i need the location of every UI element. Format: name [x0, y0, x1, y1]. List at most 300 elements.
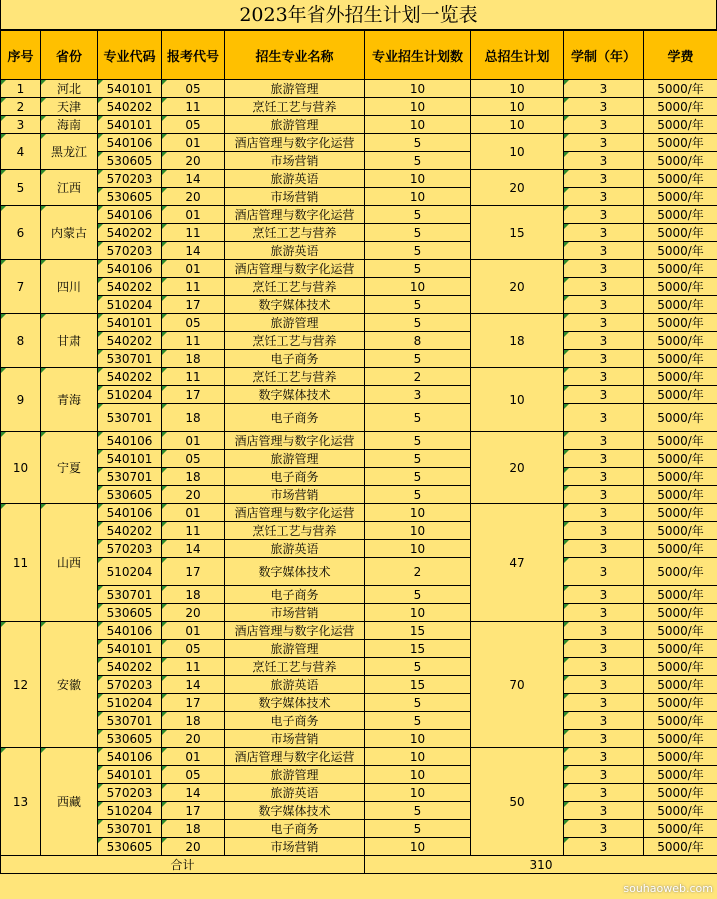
fee-cell: 5000/年	[644, 278, 717, 296]
years-cell: 3	[564, 188, 644, 206]
major-code-cell: 540101	[98, 450, 162, 468]
total-plan-cell: 70	[471, 622, 564, 748]
major-plan-cell: 5	[365, 802, 471, 820]
major-plan-cell: 10	[365, 188, 471, 206]
watermark: souhaoweb.com	[623, 882, 713, 895]
major-name-cell: 烹饪工艺与营养	[225, 658, 365, 676]
major-code-cell: 570203	[98, 242, 162, 260]
major-plan-cell: 10	[365, 604, 471, 622]
fee-cell: 5000/年	[644, 820, 717, 838]
years-cell: 3	[564, 820, 644, 838]
years-cell: 3	[564, 540, 644, 558]
row-number: 4	[1, 134, 41, 170]
fee-cell: 5000/年	[644, 784, 717, 802]
major-plan-cell: 3	[365, 386, 471, 404]
major-plan-cell: 10	[365, 80, 471, 98]
apply-code-cell: 14	[162, 170, 225, 188]
major-name-cell: 酒店管理与数字化运营	[225, 206, 365, 224]
major-plan-cell: 10	[365, 540, 471, 558]
apply-code-cell: 01	[162, 206, 225, 224]
total-label: 合计	[1, 856, 365, 874]
apply-code-cell: 05	[162, 80, 225, 98]
major-code-cell: 540202	[98, 522, 162, 540]
fee-cell: 5000/年	[644, 134, 717, 152]
fee-cell: 5000/年	[644, 486, 717, 504]
apply-code-cell: 18	[162, 350, 225, 368]
major-plan-cell: 2	[365, 368, 471, 386]
major-code-cell: 530701	[98, 404, 162, 432]
table-row	[1, 432, 717, 450]
row-number: 7	[1, 260, 41, 314]
major-name-cell: 电子商务	[225, 350, 365, 368]
major-plan-cell: 5	[365, 486, 471, 504]
major-plan-cell: 5	[365, 152, 471, 170]
total-value: 310	[365, 856, 717, 874]
header-row	[1, 31, 717, 80]
total-plan-cell: 20	[471, 170, 564, 206]
province-cell: 安徽	[41, 622, 98, 748]
table-row	[1, 386, 717, 404]
fee-cell: 5000/年	[644, 332, 717, 350]
major-plan-cell: 5	[365, 206, 471, 224]
enrollment-table	[0, 30, 717, 874]
major-code-cell: 540106	[98, 504, 162, 522]
major-plan-cell: 5	[365, 658, 471, 676]
fee-cell: 5000/年	[644, 450, 717, 468]
years-cell: 3	[564, 296, 644, 314]
major-plan-cell: 5	[365, 586, 471, 604]
apply-code-cell: 11	[162, 224, 225, 242]
table-row	[1, 152, 717, 170]
major-plan-cell: 10	[365, 98, 471, 116]
major-name-cell: 旅游管理	[225, 80, 365, 98]
province-cell: 内蒙古	[41, 206, 98, 260]
major-name-cell: 酒店管理与数字化运营	[225, 134, 365, 152]
table-row	[1, 604, 717, 622]
fee-cell: 5000/年	[644, 116, 717, 134]
province-cell: 青海	[41, 368, 98, 432]
major-plan-cell: 5	[365, 694, 471, 712]
years-cell: 3	[564, 766, 644, 784]
fee-cell: 5000/年	[644, 296, 717, 314]
major-plan-cell: 5	[365, 450, 471, 468]
row-number: 13	[1, 748, 41, 856]
years-cell: 3	[564, 368, 644, 386]
apply-code-cell: 18	[162, 820, 225, 838]
major-name-cell: 旅游英语	[225, 242, 365, 260]
fee-cell: 5000/年	[644, 368, 717, 386]
major-plan-cell: 10	[365, 170, 471, 188]
major-plan-cell: 5	[365, 404, 471, 432]
major-code-cell: 540106	[98, 622, 162, 640]
row-number: 6	[1, 206, 41, 260]
major-name-cell: 数字媒体技术	[225, 802, 365, 820]
major-code-cell: 540101	[98, 116, 162, 134]
table-row	[1, 784, 717, 802]
apply-code-cell: 14	[162, 784, 225, 802]
fee-cell: 5000/年	[644, 80, 717, 98]
fee-cell: 5000/年	[644, 522, 717, 540]
table-row	[1, 730, 717, 748]
table-row	[1, 658, 717, 676]
apply-code-cell: 11	[162, 368, 225, 386]
years-cell: 3	[564, 98, 644, 116]
major-code-cell: 530701	[98, 820, 162, 838]
table-row	[1, 170, 717, 188]
major-code-cell: 530701	[98, 586, 162, 604]
years-cell: 3	[564, 404, 644, 432]
apply-code-cell: 20	[162, 486, 225, 504]
major-code-cell: 530701	[98, 712, 162, 730]
years-cell: 3	[564, 278, 644, 296]
table-row	[1, 522, 717, 540]
apply-code-cell: 01	[162, 432, 225, 450]
major-plan-cell: 15	[365, 622, 471, 640]
major-name-cell: 旅游英语	[225, 170, 365, 188]
years-cell: 3	[564, 432, 644, 450]
table-row	[1, 586, 717, 604]
major-name-cell: 数字媒体技术	[225, 296, 365, 314]
province-cell: 宁夏	[41, 432, 98, 504]
major-code-cell: 540101	[98, 766, 162, 784]
fee-cell: 5000/年	[644, 98, 717, 116]
major-name-cell: 烹饪工艺与营养	[225, 368, 365, 386]
table-row	[1, 676, 717, 694]
major-name-cell: 市场营销	[225, 838, 365, 856]
table-row	[1, 224, 717, 242]
row-number: 8	[1, 314, 41, 368]
major-plan-cell: 2	[365, 558, 471, 586]
years-cell: 3	[564, 224, 644, 242]
major-name-cell: 旅游管理	[225, 766, 365, 784]
province-cell: 海南	[41, 116, 98, 134]
major-name-cell: 旅游英语	[225, 540, 365, 558]
apply-code-cell: 14	[162, 540, 225, 558]
major-code-cell: 540202	[98, 224, 162, 242]
apply-code-cell: 18	[162, 712, 225, 730]
major-name-cell: 烹饪工艺与营养	[225, 98, 365, 116]
major-code-cell: 530701	[98, 468, 162, 486]
total-plan-cell: 10	[471, 116, 564, 134]
major-name-cell: 数字媒体技术	[225, 558, 365, 586]
apply-code-cell: 05	[162, 640, 225, 658]
table-row	[1, 134, 717, 152]
table-row	[1, 242, 717, 260]
major-name-cell: 市场营销	[225, 486, 365, 504]
apply-code-cell: 11	[162, 98, 225, 116]
header-province: 省份	[41, 31, 98, 80]
major-name-cell: 电子商务	[225, 586, 365, 604]
major-name-cell: 旅游管理	[225, 314, 365, 332]
table-row	[1, 712, 717, 730]
table-row	[1, 820, 717, 838]
major-plan-cell: 5	[365, 224, 471, 242]
fee-cell: 5000/年	[644, 404, 717, 432]
years-cell: 3	[564, 622, 644, 640]
major-plan-cell: 5	[365, 820, 471, 838]
major-name-cell: 烹饪工艺与营养	[225, 522, 365, 540]
fee-cell: 5000/年	[644, 658, 717, 676]
fee-cell: 5000/年	[644, 540, 717, 558]
province-cell: 山西	[41, 504, 98, 622]
years-cell: 3	[564, 784, 644, 802]
major-code-cell: 540106	[98, 432, 162, 450]
fee-cell: 5000/年	[644, 558, 717, 586]
total-plan-cell: 50	[471, 748, 564, 856]
header-total-plan: 总招生计划	[471, 31, 564, 80]
apply-code-cell: 01	[162, 134, 225, 152]
years-cell: 3	[564, 712, 644, 730]
apply-code-cell: 17	[162, 694, 225, 712]
major-plan-cell: 15	[365, 676, 471, 694]
apply-code-cell: 20	[162, 838, 225, 856]
table-row	[1, 206, 717, 224]
major-plan-cell: 5	[365, 242, 471, 260]
major-name-cell: 酒店管理与数字化运营	[225, 432, 365, 450]
table-row	[1, 80, 717, 98]
major-code-cell: 540106	[98, 206, 162, 224]
fee-cell: 5000/年	[644, 622, 717, 640]
years-cell: 3	[564, 116, 644, 134]
major-name-cell: 电子商务	[225, 468, 365, 486]
major-code-cell: 570203	[98, 540, 162, 558]
fee-cell: 5000/年	[644, 386, 717, 404]
major-code-cell: 530605	[98, 152, 162, 170]
major-plan-cell: 5	[365, 432, 471, 450]
years-cell: 3	[564, 468, 644, 486]
row-number: 5	[1, 170, 41, 206]
apply-code-cell: 17	[162, 802, 225, 820]
major-code-cell: 540106	[98, 748, 162, 766]
header-major-plan: 专业招生计划数	[365, 31, 471, 80]
major-code-cell: 510204	[98, 386, 162, 404]
fee-cell: 5000/年	[644, 350, 717, 368]
apply-code-cell: 01	[162, 504, 225, 522]
years-cell: 3	[564, 504, 644, 522]
apply-code-cell: 05	[162, 314, 225, 332]
apply-code-cell: 18	[162, 404, 225, 432]
apply-code-cell: 18	[162, 586, 225, 604]
province-cell: 黑龙江	[41, 134, 98, 170]
apply-code-cell: 20	[162, 604, 225, 622]
province-cell: 天津	[41, 98, 98, 116]
major-plan-cell: 10	[365, 748, 471, 766]
major-plan-cell: 5	[365, 134, 471, 152]
fee-cell: 5000/年	[644, 432, 717, 450]
fee-cell: 5000/年	[644, 730, 717, 748]
major-plan-cell: 10	[365, 504, 471, 522]
major-name-cell: 市场营销	[225, 730, 365, 748]
province-cell: 西藏	[41, 748, 98, 856]
major-name-cell: 旅游管理	[225, 640, 365, 658]
table-row	[1, 404, 717, 432]
major-code-cell: 540202	[98, 332, 162, 350]
major-name-cell: 烹饪工艺与营养	[225, 332, 365, 350]
apply-code-cell: 20	[162, 188, 225, 206]
major-name-cell: 数字媒体技术	[225, 694, 365, 712]
table-row	[1, 450, 717, 468]
apply-code-cell: 14	[162, 242, 225, 260]
total-row	[1, 856, 717, 874]
table-row	[1, 260, 717, 278]
total-plan-cell: 20	[471, 260, 564, 314]
major-code-cell: 530605	[98, 730, 162, 748]
years-cell: 3	[564, 152, 644, 170]
major-name-cell: 烹饪工艺与营养	[225, 278, 365, 296]
years-cell: 3	[564, 206, 644, 224]
major-name-cell: 酒店管理与数字化运营	[225, 504, 365, 522]
table-row	[1, 314, 717, 332]
major-name-cell: 酒店管理与数字化运营	[225, 748, 365, 766]
apply-code-cell: 17	[162, 386, 225, 404]
major-code-cell: 540101	[98, 314, 162, 332]
major-code-cell: 510204	[98, 296, 162, 314]
total-plan-cell: 47	[471, 504, 564, 622]
row-number: 12	[1, 622, 41, 748]
table-row	[1, 350, 717, 368]
apply-code-cell: 05	[162, 116, 225, 134]
major-name-cell: 旅游英语	[225, 784, 365, 802]
major-plan-cell: 10	[365, 838, 471, 856]
major-name-cell: 市场营销	[225, 188, 365, 206]
major-code-cell: 570203	[98, 676, 162, 694]
major-code-cell: 510204	[98, 694, 162, 712]
fee-cell: 5000/年	[644, 504, 717, 522]
fee-cell: 5000/年	[644, 260, 717, 278]
fee-cell: 5000/年	[644, 694, 717, 712]
years-cell: 3	[564, 640, 644, 658]
major-name-cell: 电子商务	[225, 820, 365, 838]
major-plan-cell: 5	[365, 468, 471, 486]
table-row	[1, 296, 717, 314]
apply-code-cell: 20	[162, 730, 225, 748]
major-plan-cell: 5	[365, 314, 471, 332]
major-plan-cell: 10	[365, 784, 471, 802]
row-number: 9	[1, 368, 41, 432]
fee-cell: 5000/年	[644, 224, 717, 242]
major-plan-cell: 5	[365, 296, 471, 314]
apply-code-cell: 11	[162, 332, 225, 350]
fee-cell: 5000/年	[644, 314, 717, 332]
years-cell: 3	[564, 170, 644, 188]
major-code-cell: 570203	[98, 170, 162, 188]
major-code-cell: 540202	[98, 368, 162, 386]
apply-code-cell: 11	[162, 278, 225, 296]
table-row	[1, 838, 717, 856]
row-number: 1	[1, 80, 41, 98]
major-code-cell: 530605	[98, 188, 162, 206]
years-cell: 3	[564, 314, 644, 332]
fee-cell: 5000/年	[644, 152, 717, 170]
table-row	[1, 98, 717, 116]
fee-cell: 5000/年	[644, 586, 717, 604]
major-name-cell: 数字媒体技术	[225, 386, 365, 404]
major-code-cell: 540202	[98, 658, 162, 676]
table-row	[1, 622, 717, 640]
apply-code-cell: 14	[162, 676, 225, 694]
header-code: 专业代码	[98, 31, 162, 80]
apply-code-cell: 20	[162, 152, 225, 170]
row-number: 10	[1, 432, 41, 504]
table-row	[1, 766, 717, 784]
years-cell: 3	[564, 522, 644, 540]
years-cell: 3	[564, 350, 644, 368]
years-cell: 3	[564, 242, 644, 260]
years-cell: 3	[564, 658, 644, 676]
years-cell: 3	[564, 386, 644, 404]
apply-code-cell: 17	[162, 558, 225, 586]
major-plan-cell: 5	[365, 350, 471, 368]
years-cell: 3	[564, 558, 644, 586]
major-name-cell: 市场营销	[225, 604, 365, 622]
fee-cell: 5000/年	[644, 188, 717, 206]
header-years: 学制（年）	[564, 31, 644, 80]
years-cell: 3	[564, 802, 644, 820]
table-row	[1, 540, 717, 558]
fee-cell: 5000/年	[644, 802, 717, 820]
apply-code-cell: 05	[162, 766, 225, 784]
major-plan-cell: 5	[365, 712, 471, 730]
apply-code-cell: 01	[162, 622, 225, 640]
major-name-cell: 电子商务	[225, 404, 365, 432]
apply-code-cell: 01	[162, 748, 225, 766]
major-code-cell: 510204	[98, 558, 162, 586]
table-row	[1, 748, 717, 766]
apply-code-cell: 01	[162, 260, 225, 278]
province-cell: 江西	[41, 170, 98, 206]
table-row	[1, 468, 717, 486]
years-cell: 3	[564, 604, 644, 622]
major-name-cell: 旅游管理	[225, 116, 365, 134]
table-row	[1, 640, 717, 658]
fee-cell: 5000/年	[644, 170, 717, 188]
table-row	[1, 694, 717, 712]
fee-cell: 5000/年	[644, 468, 717, 486]
apply-code-cell: 11	[162, 658, 225, 676]
major-plan-cell: 10	[365, 116, 471, 134]
table-row	[1, 368, 717, 386]
major-name-cell: 市场营销	[225, 152, 365, 170]
major-code-cell: 540101	[98, 80, 162, 98]
apply-code-cell: 05	[162, 450, 225, 468]
province-cell: 甘肃	[41, 314, 98, 368]
years-cell: 3	[564, 748, 644, 766]
major-plan-cell: 10	[365, 278, 471, 296]
major-name-cell: 旅游管理	[225, 450, 365, 468]
major-code-cell: 510204	[98, 802, 162, 820]
province-cell: 四川	[41, 260, 98, 314]
major-code-cell: 540106	[98, 134, 162, 152]
fee-cell: 5000/年	[644, 766, 717, 784]
major-plan-cell: 8	[365, 332, 471, 350]
total-plan-cell: 10	[471, 134, 564, 170]
table-row	[1, 504, 717, 522]
years-cell: 3	[564, 134, 644, 152]
major-code-cell: 570203	[98, 784, 162, 802]
major-name-cell: 烹饪工艺与营养	[225, 224, 365, 242]
total-plan-cell: 10	[471, 80, 564, 98]
years-cell: 3	[564, 730, 644, 748]
row-number: 2	[1, 98, 41, 116]
apply-code-cell: 11	[162, 522, 225, 540]
header-apply-code: 报考代号	[162, 31, 225, 80]
major-code-cell: 540106	[98, 260, 162, 278]
page-title: 2023年省外招生计划一览表	[0, 0, 717, 30]
province-cell: 河北	[41, 80, 98, 98]
fee-cell: 5000/年	[644, 242, 717, 260]
years-cell: 3	[564, 676, 644, 694]
years-cell: 3	[564, 694, 644, 712]
